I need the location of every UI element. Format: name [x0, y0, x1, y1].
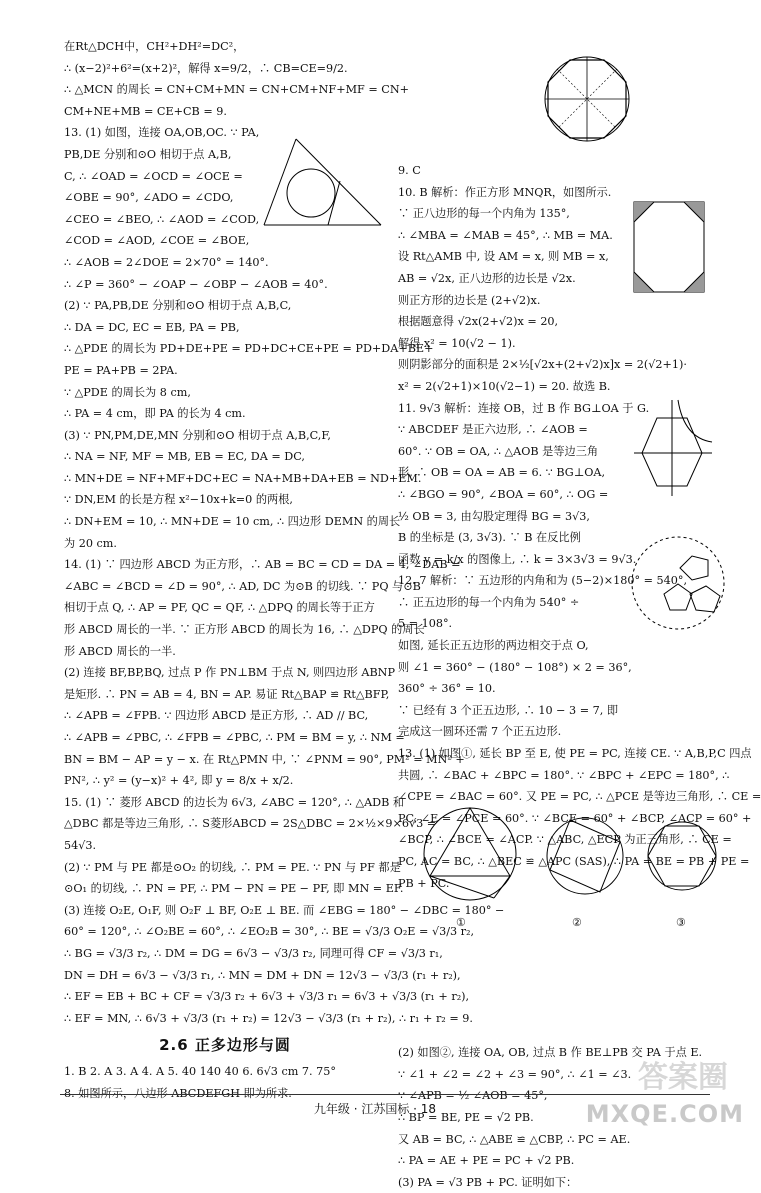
text-line: ∴ △PDE 的周长为 PD+DE+PE = PD+DC+CE+PE = PD+DA+BE+: [64, 342, 434, 356]
text-line: ∵ △PDE 的周长为 8 cm,: [64, 385, 191, 399]
text-line: ∴ EF = EB + BC + CF = √3/3 r₂ + 6√3 + √3/3 r₁ = 6√3 + √3/3 (r₁ + r₂),: [64, 990, 470, 1004]
text-line: ∴ ∠APB = ∠FPB. ∵ 四边形 ABCD 是正方形, ∴ AD // BC,: [64, 709, 369, 723]
text-line: 15. (1) ∵ 菱形 ABCD 的边长为 6√3, ∠ABC = 120°, ∴ △ADB 和: [64, 795, 405, 809]
text-line: 共圆, ∴ ∠BAC + ∠BPC = 180°. ∵ ∠BPC + ∠EPC = 180°, ∴: [398, 768, 730, 782]
text-line: 则正方形的边长是 (2+√2)x.: [398, 293, 541, 307]
text-line: 形 ABCD 周长的一半.: [64, 644, 176, 658]
text-line: DN = DH = 6√3 − √3/3 r₁, ∴ MN = DM + DN = 12√3 − √3/3 (r₁ + r₂),: [64, 968, 461, 982]
text-line: ∴ (x−2)²+6²=(x+2)²，解得 x=9/2，∴ CB=CE=9/2.: [64, 61, 348, 75]
text-line: 则 ∠1 = 360° − (180° − 108°) × 2 = 36°,: [398, 660, 632, 674]
text-line: 13. (1) 如图，连接 OA,OB,OC. ∵ PA,: [64, 126, 260, 140]
text-line: 11. 9√3 解析：连接 OB，过 B 作 BG⊥OA 于 G.: [398, 401, 650, 415]
text-line: 根据题意得 √2x(2+√2)x = 20,: [398, 315, 559, 329]
text-line: 60° = 120°, ∴ ∠O₂BE = 60°, ∴ ∠EO₂B = 30°, ∴ BE = √3/3 O₂E = √3/3 r₂,: [64, 925, 475, 939]
text-line: ∵ ABCDEF 是正六边形, ∴ ∠AOB =: [398, 423, 588, 437]
text-line: ½ OB = 3, 由勾股定理得 BG = 3√3,: [398, 509, 590, 523]
watermark: MXQE.COM: [585, 1100, 744, 1128]
text-line: 函数 y = k/x 的图像上, ∴ k = 3×3√3 = 9√3.: [398, 552, 637, 566]
text-line: ∴ BP = BE, PE = √2 PB.: [398, 1110, 534, 1124]
text-line: ∴ MN+DE = NF+MF+DC+EC = NA+MB+DA+EB = ND+EM.: [64, 471, 422, 485]
text-line: ⊙O₁ 的切线, ∴ PN = PF, ∴ PM − PN = PE − PF, 即 MN = EF.: [64, 882, 404, 896]
text-line: 54√3.: [64, 838, 97, 852]
figure-number-1: ①: [456, 916, 466, 929]
figure-number-3: ③: [676, 916, 686, 929]
answer-line: 8. 如图所示，八边形 ABCDEFGH 即为所求.: [64, 1086, 292, 1100]
text-line: (2) 如图②, 连接 OA, OB, 过点 B 作 BE⊥PB 交 PA 于点 E.: [398, 1046, 703, 1060]
text-line: (2) 连接 BF,BP,BQ, 过点 P 作 PN⊥BM 于点 N, 则四边形 ABNP: [64, 666, 395, 680]
pentagon-ring-figure: [628, 528, 728, 638]
text-line: AB = √2x, 正八边形的边长是 √2x.: [398, 271, 576, 285]
text-line: ∠CPE = ∠BAC = 60°. 又 PE = PC, ∴ △PCE 是等边三角形, ∴ CE =: [398, 790, 761, 804]
text-line: PB + PC.: [398, 876, 450, 890]
text-line: 如图, 延长正五边形的两边相交于点 O,: [398, 639, 589, 653]
text-line: ∵ 已经有 3 个正五边形, ∴ 10 − 3 = 7, 即: [398, 703, 619, 717]
text-line: ∴ ∠APB = ∠PBC, ∴ ∠FPB = ∠PBC, ∴ PM = BM = y, ∴ NM =: [64, 731, 405, 744]
text-line: 5 = 108°.: [398, 617, 453, 631]
text-line: ∴ ∠P = 360° − ∠OAP − ∠OBP − ∠AOB = 40°.: [64, 277, 328, 291]
text-line: ∠CEO = ∠BEO, ∴ ∠AOD = ∠COD,: [64, 212, 260, 226]
exercise-answers: [64, 1061, 386, 1104]
text-line: ∵ ∠APB = ½ ∠AOB = 45°,: [398, 1089, 548, 1103]
text-line: 10. B 解析：作正方形 MNQR，如图所示.: [398, 185, 612, 199]
text-line: ∴ PA = AE + PE = PC + √2 PB.: [398, 1154, 575, 1168]
text-line: ∠COD = ∠AOD, ∠COE = ∠BOE,: [64, 234, 250, 248]
text-line: 则阴影部分的面积是 2×½[√2x+(2+√2)x]x = 2(√2+1)·: [398, 358, 687, 372]
text-line: 9. C: [398, 164, 421, 177]
text-line: ∴ NA = NF, MF = MB, EB = EC, DA = DC,: [64, 450, 305, 464]
text-line: 60°. ∵ OB = OA, ∴ △AOB 是等边三角: [398, 444, 599, 458]
text-line: 是矩形. ∴ PN = AB = 4, BN = AP. 易证 Rt△BAP ≌ Rt△BFP,: [64, 687, 390, 701]
text-line: 形 ABCD 周长的一半. ∵ 正方形 ABCD 的周长为 16, ∴ △DPQ 的周长: [64, 623, 425, 637]
text-line: ∠ABC = ∠BCD = ∠D = 90°, ∴ AD, DC 为⊙B 的切线. ∵ PQ 与⊙B: [64, 579, 421, 593]
three-circles-figure: [420, 786, 720, 934]
text-line: 完成这一圆环还需 7 个正五边形.: [398, 725, 562, 739]
section-title: 2.6 正多边形与圆: [159, 1036, 291, 1055]
text-line: PC, AC = BC, ∴ △BEC ≌ △APC (SAS), ∴ PA = BE = PB + PE =: [398, 855, 750, 868]
text-line: 相切于点 Q, ∴ AP = PF, QC = QF, ∴ △DPQ 的周长等于正方: [64, 601, 375, 615]
text-line: ∴ △MCN 的周长 = CN+CM+MN = CN+CM+NF+MF = CN+: [64, 83, 409, 97]
page-footer: 九年级 · 江苏国标 · 18: [313, 1102, 437, 1116]
text-line: 又 AB = BC, ∴ △ABE ≌ △CBP, ∴ PC = AE.: [398, 1132, 631, 1146]
text-line: ∴ EF = MN, ∴ 6√3 + √3/3 (r₁ + r₂) = 12√3 − √3/3 (r₁ + r₂), ∴ r₁ + r₂ = 9.: [64, 1011, 473, 1025]
text-line: C, ∴ ∠OAD = ∠OCD = ∠OCE =: [64, 169, 243, 183]
octagon-figure: [532, 44, 642, 154]
text-line: 13. (1) 如图①, 延长 BP 至 E, 使 PE = PC, 连接 CE. ∵ A,B,P,C 四点: [398, 747, 752, 761]
text-line: (3) PA = √3 PB + PC. 证明如下：: [398, 1175, 578, 1189]
text-line: ∵ ∠1 + ∠2 = ∠2 + ∠3 = 90°, ∴ ∠1 = ∠3.: [398, 1067, 632, 1081]
answer-line: 1. B 2. A 3. A 4. A 5. 40 140 40 6. 6√3 cm 7. 75°: [64, 1064, 336, 1078]
text-line: 解得 x² = 10(√2 − 1).: [398, 336, 516, 350]
text-line: ∴ ∠MBA = ∠MAB = 45°, ∴ MB = MA.: [398, 228, 613, 242]
text-line: (2) ∵ PA,PB,DE 分别和⊙O 相切于点 A,B,C,: [64, 299, 292, 313]
text-line: BN = BM − AP = y − x. 在 Rt△PMN 中, ∵ ∠PNM = 90°, PM² = MN² +: [64, 752, 465, 766]
hexagon-figure: [632, 398, 714, 498]
text-line: △DBC 都是等边三角形, ∴ S菱形ABCD = 2S△DBC = 2×½×9×6√3 =: [64, 817, 437, 831]
text-line: PN², ∴ y² = (y−x)² + 4², 即 y = 8/x + x/2.: [64, 774, 294, 788]
text-line: 形, ∴ OB = OA = AB = 6. ∵ BG⊥OA,: [398, 466, 606, 480]
text-line: x² = 2(√2+1)×10(√2−1) = 20. 故选 B.: [398, 379, 611, 393]
text-line: ∴ BG = √3/3 r₂, ∴ DM = DG = 6√3 − √3/3 r₂, 同理可得 CF = √3/3 r₁,: [64, 946, 443, 960]
octagon-square-figure: [626, 198, 712, 298]
text-line: ∠BCP, ∴ ∠BCE = ∠ACP. ∵ △ABC, △ECP 为正三角形, ∴ CE =: [398, 833, 732, 847]
text-line: ∴ 正五边形的每一个内角为 540° ÷: [398, 595, 580, 609]
tangent-circle-figure: [256, 135, 386, 235]
text-line: 12. 7 解析：∵ 五边形的内角和为 (5−2)×180° = 540°,: [398, 574, 688, 588]
text-line: B 的坐标是 (3, 3√3). ∵ B 在反比例: [398, 531, 581, 545]
text-line: ∴ DA = DC, EC = EB, PA = PB,: [64, 320, 240, 334]
text-line: ∵ DN,EM 的长是方程 x²−10x+k=0 的两根,: [64, 493, 293, 507]
text-line: 为 20 cm.: [64, 536, 117, 550]
text-line: (3) ∵ PN,PM,DE,MN 分别和⊙O 相切于点 A,B,C,F,: [64, 428, 331, 442]
text-line: (2) ∵ PM 与 PE 都是⊙O₂ 的切线, ∴ PM = PE. ∵ PN 与 PF 都是: [64, 860, 401, 874]
text-line: ∵ 正八边形的每一个内角为 135°,: [398, 207, 570, 221]
text-line: 设 Rt△AMB 中, 设 AM = x, 则 MB = x,: [398, 250, 609, 264]
text-line: CM+NE+MB = CE+CB = 9.: [64, 104, 227, 118]
text-line: (3) 连接 O₂E, O₁F, 则 O₂F ⊥ BF, O₂E ⊥ BE. 而 ∠EBG = 180° − ∠DBC = 180° −: [64, 903, 505, 917]
text-line: PC, ∠E = ∠PCE = 60°. ∵ ∠BCE = 60° + ∠BCP, ∠ACP = 60° +: [398, 811, 752, 825]
text-line: 360° ÷ 36° = 10.: [398, 682, 496, 696]
text-line: PB,DE 分别和⊙O 相切于点 A,B,: [64, 147, 232, 161]
text-line: 14. (1) ∵ 四边形 ABCD 为正方形，∴ AB = BC = CD = DA = 4, ∠DAB =: [64, 558, 461, 572]
text-line: ∴ PA = 4 cm，即 PA 的长为 4 cm.: [64, 407, 246, 421]
text-line: ∴ ∠AOB = 2∠DOE = 2×70° = 140°.: [64, 255, 269, 269]
text-line: 在Rt△DCH中，CH²+DH²=DC²，: [64, 40, 245, 53]
text-line: PE = PA+PB = 2PA.: [64, 363, 178, 377]
text-line: ∠OBE = 90°, ∠ADO = ∠CDO,: [64, 191, 234, 205]
text-line: ∴ DN+EM = 10, ∴ MN+DE = 10 cm, ∴ 四边形 DEMN 的周长: [64, 515, 401, 529]
text-line: ∴ ∠BGO = 90°, ∠BOA = 60°, ∴ OG =: [398, 487, 609, 501]
watermark-top: 答案圈: [638, 1060, 728, 1095]
figure-number-2: ②: [572, 916, 582, 929]
footer-rule: [60, 1094, 710, 1095]
